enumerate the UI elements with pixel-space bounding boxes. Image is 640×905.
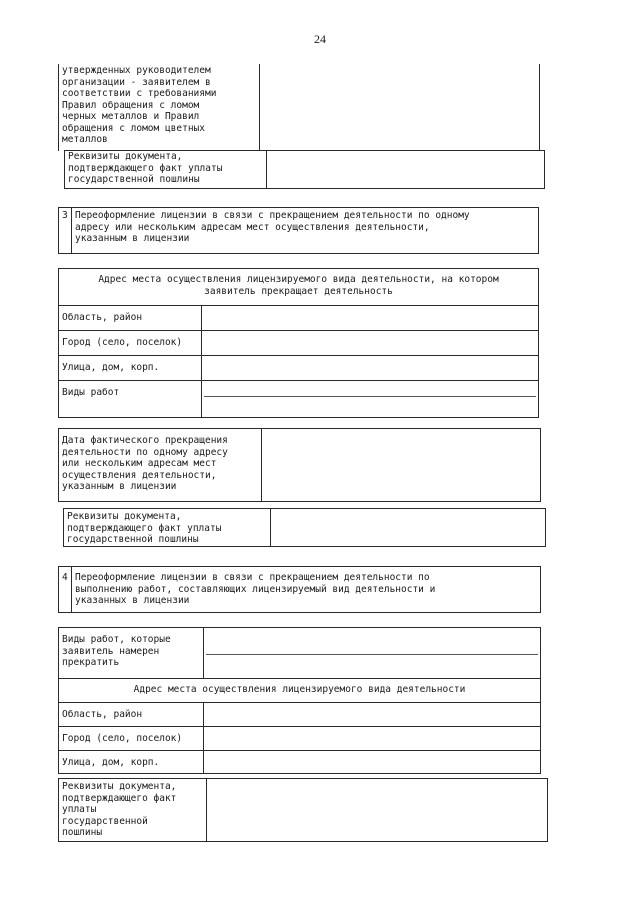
street-label: Улица, дом, корп. bbox=[59, 356, 202, 381]
section4-fee-table bbox=[58, 778, 548, 842]
continuation-right-edge bbox=[539, 64, 540, 151]
section4-region-field[interactable] bbox=[204, 703, 541, 727]
section3-number: 3 bbox=[59, 208, 72, 254]
section4-address-header: Адрес места осуществления лицензируемого вида деятельности bbox=[59, 679, 541, 703]
region-label: Область, район bbox=[59, 306, 202, 331]
section4-city-label: Город (село, поселок) bbox=[59, 727, 204, 751]
works-to-stop-field[interactable] bbox=[204, 628, 541, 679]
city-field[interactable] bbox=[202, 331, 539, 356]
section3-fee-doc-label: Реквизиты документа, подтверждающего факт уплаты государственной пошлины bbox=[64, 509, 271, 547]
section3-termination-table bbox=[58, 428, 541, 502]
section4-header bbox=[58, 566, 541, 613]
termination-date-label: Дата фактического прекращения деятельности по одному адресу или нескольким адресам мест осуществления деятельности, указанным в лицензии bbox=[59, 429, 262, 502]
section4-table bbox=[58, 627, 541, 774]
fee-doc-field[interactable] bbox=[267, 151, 545, 189]
work-types-underline bbox=[204, 396, 536, 397]
section4-street-field[interactable] bbox=[204, 751, 541, 774]
section3-title: Переоформление лицензии в связи с прекращением деятельности по одному адресу или нескольким адресам мест осуществления деятельности, указанным в лицензии bbox=[72, 208, 539, 254]
works-to-stop-label: Виды работ, которые заявитель намерен прекратить bbox=[59, 628, 204, 679]
section4-city-field[interactable] bbox=[204, 727, 541, 751]
region-field[interactable] bbox=[202, 306, 539, 331]
section3-fee-doc-field[interactable] bbox=[271, 509, 546, 547]
street-field[interactable] bbox=[202, 356, 539, 381]
page-number: 24 bbox=[314, 32, 326, 46]
termination-date-field[interactable] bbox=[262, 429, 541, 502]
section3-fee-table bbox=[63, 508, 546, 547]
section4-title: Переоформление лицензии в связи с прекращением деятельности по выполнению работ, составляющих лицензируемый вид деятельности и указанных в лицензии bbox=[72, 567, 541, 613]
continuation-block bbox=[58, 64, 260, 151]
section4-region-label: Область, район bbox=[59, 703, 204, 727]
section4-fee-doc-label: Реквизиты документа, подтверждающего факт уплаты государственной пошлины bbox=[59, 779, 207, 842]
section3-address-header: Адрес места осуществления лицензируемого вида деятельности, на котором заявитель прекращает деятельность bbox=[59, 269, 539, 306]
continuation-text: утвержденных руководителем организации - заявителем в соответствии с требованиями Правил обращения с ломом черных металлов и Правил обращения с ломом цветных металлов bbox=[62, 65, 217, 145]
section3-address-table bbox=[58, 268, 539, 418]
section4-number: 4 bbox=[59, 567, 72, 613]
section4-street-label: Улица, дом, корп. bbox=[59, 751, 204, 774]
top-fee-table bbox=[64, 150, 545, 189]
city-label: Город (село, поселок) bbox=[59, 331, 202, 356]
fee-doc-label: Реквизиты документа, подтверждающего факт уплаты государственной пошлины bbox=[65, 151, 267, 189]
works-to-stop-underline bbox=[206, 654, 538, 655]
section4-fee-doc-field[interactable] bbox=[207, 779, 548, 842]
section3-header bbox=[58, 207, 539, 254]
work-types-field[interactable] bbox=[202, 381, 539, 418]
work-types-label: Виды работ bbox=[59, 381, 202, 418]
